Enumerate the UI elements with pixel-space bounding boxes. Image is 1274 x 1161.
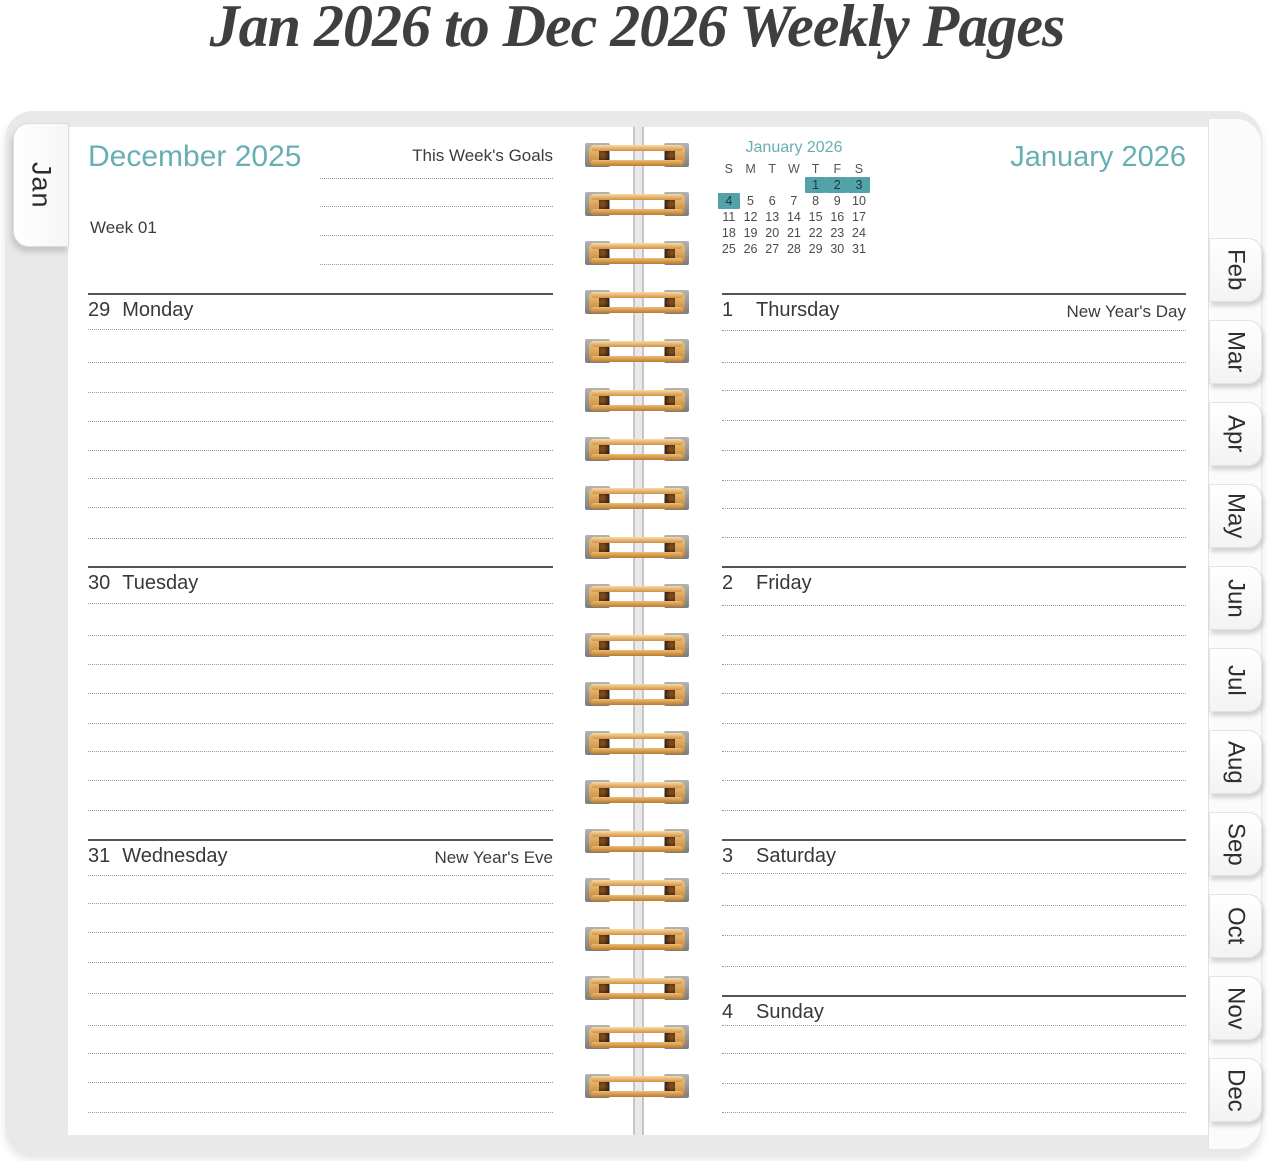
tab-aug-label: Aug [1222, 740, 1250, 784]
day-name: Tuesday [122, 572, 199, 594]
wire-bottom [591, 944, 683, 950]
mini-calendar-weekday-row [718, 162, 870, 177]
wire-bottom [591, 699, 683, 705]
left-ruled-line [88, 962, 553, 963]
right-ruled-line [722, 1053, 1186, 1054]
right-ruled-line [722, 693, 1186, 694]
mini-calendar-date: 30 [830, 242, 845, 256]
wire-bottom [591, 307, 683, 313]
left-ruled-line [88, 875, 553, 876]
right-page [642, 127, 1208, 1135]
wire-top [591, 586, 683, 592]
right-ruled-line [722, 1112, 1186, 1113]
wire-bottom [591, 797, 683, 803]
binding-loop [585, 485, 689, 512]
binding-loop [585, 632, 689, 659]
goal-line-3 [320, 235, 553, 236]
binding-loop [585, 240, 689, 267]
left-ruled-line [88, 993, 553, 994]
wire-bottom [591, 650, 683, 656]
tab-feb-label: Feb [1222, 249, 1250, 291]
left-ruled-line [88, 693, 553, 694]
left-ruled-line [88, 810, 553, 811]
left-ruled-line [88, 1025, 553, 1026]
mini-calendar-date: 19 [743, 226, 758, 240]
mini-calendar-date: 13 [765, 210, 780, 224]
mini-calendar-date: 2 [826, 177, 848, 193]
mini-calendar [718, 139, 870, 257]
left-ruled-line [88, 1082, 553, 1083]
left-ruled-line [88, 780, 553, 781]
mini-calendar-date: 14 [786, 210, 801, 224]
day-name: Wednesday [122, 845, 228, 867]
day-number: 1 [722, 299, 734, 321]
left-ruled-line [88, 421, 553, 422]
tab-oct-label: Oct [1222, 907, 1250, 945]
holiday-label: New Year's Eve [434, 848, 553, 867]
wire-bottom [591, 209, 683, 215]
mini-calendar-weekday: F [833, 162, 842, 176]
tab-feb[interactable] [1209, 238, 1262, 302]
tab-apr-label: Apr [1222, 415, 1250, 453]
mini-calendar-date: 7 [790, 194, 798, 208]
wire-bottom [591, 993, 683, 999]
wire-top [591, 439, 683, 445]
binding-loop [585, 338, 689, 365]
left-day-header-tuesday [88, 572, 553, 598]
left-day-separator [88, 293, 553, 295]
tab-mar[interactable] [1209, 320, 1262, 384]
wire-bottom [591, 895, 683, 901]
binding-loop [585, 926, 689, 953]
left-month-title: December 2025 [88, 140, 302, 173]
tab-jul-label: Jul [1222, 664, 1250, 696]
tab-nov[interactable] [1209, 976, 1262, 1040]
right-ruled-line [722, 635, 1186, 636]
wire-top [591, 390, 683, 396]
wire-bottom [591, 601, 683, 607]
tab-dec-label: Dec [1222, 1068, 1250, 1112]
goal-line-1 [320, 178, 553, 179]
mini-calendar-date: 27 [765, 242, 780, 256]
mini-calendar-empty-cell [783, 177, 805, 193]
right-ruled-line [722, 1025, 1186, 1026]
day-number: 3 [722, 845, 734, 867]
right-day-header-friday [722, 572, 1186, 598]
goal-line-2 [320, 206, 553, 207]
mini-calendar-week-row [718, 209, 870, 225]
day-name: Thursday [756, 299, 840, 321]
left-page [68, 127, 635, 1135]
mini-calendar-date: 15 [808, 210, 823, 224]
mini-calendar-weekday: S [724, 162, 734, 176]
tab-apr[interactable] [1209, 402, 1262, 466]
right-day-header-sunday [722, 1001, 1186, 1027]
mini-calendar-weekday: T [811, 162, 820, 176]
wire-top [591, 145, 683, 151]
right-day-header-thursday [722, 299, 1186, 325]
wire-bottom [591, 356, 683, 362]
wire-bottom [591, 160, 683, 166]
mini-calendar-date: 23 [830, 226, 845, 240]
day-name: Sunday [756, 1001, 824, 1023]
weekly-goals-label: This Week's Goals [412, 146, 553, 165]
left-ruled-line [88, 538, 553, 539]
mini-calendar-date: 25 [721, 242, 736, 256]
tab-jan-label: Jan [26, 161, 57, 209]
wire-bottom [591, 405, 683, 411]
wire-top [591, 243, 683, 249]
mini-calendar-empty-cell [718, 177, 740, 193]
mini-calendar-week-row [718, 193, 870, 209]
wire-bottom [591, 1091, 683, 1097]
left-ruled-line [88, 329, 553, 330]
mini-calendar-date: 10 [852, 194, 866, 208]
mini-calendar-date: 21 [786, 226, 801, 240]
right-ruled-line [722, 390, 1186, 391]
binding-loop [585, 828, 689, 855]
tab-dec[interactable] [1209, 1058, 1262, 1122]
wire-top [591, 733, 683, 739]
right-ruled-line [722, 664, 1186, 665]
binding-loop [585, 387, 689, 414]
day-name: Monday [122, 299, 194, 321]
wire-bottom [591, 503, 683, 509]
wire-top [591, 635, 683, 641]
mini-calendar-weekday: T [768, 162, 777, 176]
day-number: 2 [722, 572, 734, 594]
wire-top [591, 978, 683, 984]
page-title: Jan 2026 to Dec 2026 Weekly Pages [209, 0, 1065, 59]
right-day-separator [722, 566, 1186, 568]
wire-top [591, 1076, 683, 1082]
mini-calendar-week-row [718, 241, 870, 257]
day-number: 31 [88, 845, 111, 867]
right-day-header-saturday [722, 845, 1186, 871]
right-ruled-line [722, 537, 1186, 538]
wire-bottom [591, 454, 683, 460]
left-ruled-line [88, 664, 553, 665]
left-ruled-line [88, 362, 553, 363]
left-ruled-line [88, 1053, 553, 1054]
wire-top [591, 537, 683, 543]
right-ruled-line [722, 905, 1186, 906]
left-ruled-line [88, 635, 553, 636]
tab-may[interactable] [1209, 484, 1262, 548]
right-ruled-line [722, 605, 1186, 606]
day-number: 30 [88, 572, 111, 594]
tab-nov-label: Nov [1222, 986, 1250, 1030]
wire-bottom [591, 748, 683, 754]
tab-jun-label: Jun [1222, 578, 1250, 618]
right-ruled-line [722, 420, 1186, 421]
mini-calendar-date: 9 [833, 194, 841, 208]
left-ruled-line [88, 603, 553, 604]
wire-top [591, 782, 683, 788]
binding-loop [585, 289, 689, 316]
left-ruled-line [88, 723, 553, 724]
mini-calendar-date: 18 [721, 226, 736, 240]
wire-top [591, 488, 683, 494]
binding-loop [585, 583, 689, 610]
day-number: 4 [722, 1001, 734, 1023]
mini-calendar-date: 28 [786, 242, 801, 256]
binding-loop [585, 975, 689, 1002]
mini-calendar-date: 22 [808, 226, 823, 240]
week-number-label: Week 01 [90, 218, 157, 237]
wire-top [591, 1027, 683, 1033]
right-ruled-line [722, 362, 1186, 363]
mini-calendar-date: 24 [852, 226, 866, 240]
goal-line-4 [320, 264, 553, 265]
right-ruled-line [722, 751, 1186, 752]
day-name: Saturday [756, 845, 837, 867]
tab-mar-label: Mar [1222, 331, 1250, 373]
right-ruled-line [722, 508, 1186, 509]
left-ruled-line [88, 392, 553, 393]
right-ruled-line [722, 810, 1186, 811]
mini-calendar-date: 1 [805, 177, 827, 193]
right-day-separator [722, 839, 1186, 841]
wire-top [591, 194, 683, 200]
mini-calendar-date: 11 [722, 210, 736, 224]
mini-calendar-date: 6 [768, 194, 776, 208]
mini-calendar-empty-cell [761, 177, 783, 193]
mini-calendar-date: 16 [830, 210, 845, 224]
binding-loop [585, 779, 689, 806]
day-name: Friday [756, 572, 812, 594]
binding-loop [585, 534, 689, 561]
mini-calendar-title: January 2026 [745, 139, 843, 156]
right-ruled-line [722, 1083, 1186, 1084]
mini-calendar-date: 31 [852, 242, 866, 256]
left-ruled-line [88, 751, 553, 752]
holiday-label: New Year's Day [1066, 302, 1186, 321]
left-ruled-line [88, 450, 553, 451]
mini-calendar-weekday: S [854, 162, 864, 176]
wire-top [591, 880, 683, 886]
tab-sep-label: Sep [1222, 822, 1250, 866]
mini-calendar-weekday: M [745, 162, 756, 176]
right-ruled-line [722, 935, 1186, 936]
mini-calendar-date: 4 [718, 193, 740, 209]
mini-calendar-weekday: W [788, 162, 800, 176]
left-ruled-line [88, 903, 553, 904]
mini-calendar-grid [718, 162, 870, 257]
day-number: 29 [88, 299, 111, 321]
tab-jul[interactable] [1209, 648, 1262, 712]
binding-loop [585, 1024, 689, 1051]
wire-top [591, 929, 683, 935]
left-day-header-monday [88, 299, 553, 325]
wire-bottom [591, 846, 683, 852]
left-ruled-line [88, 478, 553, 479]
right-day-separator [722, 293, 1186, 295]
binding-loop [585, 436, 689, 463]
wire-top [591, 684, 683, 690]
mini-calendar-week-row [718, 225, 870, 241]
wire-top [591, 292, 683, 298]
left-day-header-wednesday [88, 845, 553, 871]
wire-bottom [591, 1042, 683, 1048]
tab-jan[interactable] [13, 123, 69, 247]
right-ruled-line [722, 480, 1186, 481]
mini-calendar-date: 5 [747, 194, 754, 208]
wire-bottom [591, 258, 683, 264]
left-ruled-line [88, 1112, 553, 1113]
wire-top [591, 831, 683, 837]
right-day-separator [722, 995, 1186, 997]
left-day-separator [88, 839, 553, 841]
binding-loop [585, 730, 689, 757]
left-ruled-line [88, 507, 553, 508]
tab-may-label: May [1222, 493, 1250, 539]
mini-calendar-date: 26 [743, 242, 758, 256]
right-ruled-line [722, 330, 1186, 331]
binding-loop [585, 142, 689, 169]
right-ruled-line [722, 450, 1186, 451]
mini-calendar-date: 8 [812, 194, 820, 208]
binding-loop [585, 681, 689, 708]
wire-bottom [591, 552, 683, 558]
mini-calendar-date: 29 [808, 242, 823, 256]
left-ruled-line [88, 932, 553, 933]
mini-calendar-date: 12 [743, 210, 758, 224]
right-ruled-line [722, 873, 1186, 874]
binding-loop [585, 877, 689, 904]
tab-jun[interactable] [1209, 566, 1262, 630]
binding-loop [585, 1073, 689, 1100]
right-month-title: January 2026 [1010, 141, 1186, 173]
mini-calendar-empty-cell [740, 177, 762, 193]
right-ruled-line [722, 723, 1186, 724]
tab-oct[interactable] [1209, 894, 1262, 958]
mini-calendar-week-row [718, 177, 870, 193]
left-day-separator [88, 566, 553, 568]
tab-sep[interactable] [1209, 812, 1262, 876]
mini-calendar-date: 17 [852, 210, 866, 224]
tab-aug[interactable] [1209, 730, 1262, 794]
wire-top [591, 341, 683, 347]
right-ruled-line [722, 966, 1186, 967]
mini-calendar-date: 3 [848, 177, 870, 193]
right-ruled-line [722, 780, 1186, 781]
binding-loop [585, 191, 689, 218]
mini-calendar-date: 20 [765, 226, 780, 240]
